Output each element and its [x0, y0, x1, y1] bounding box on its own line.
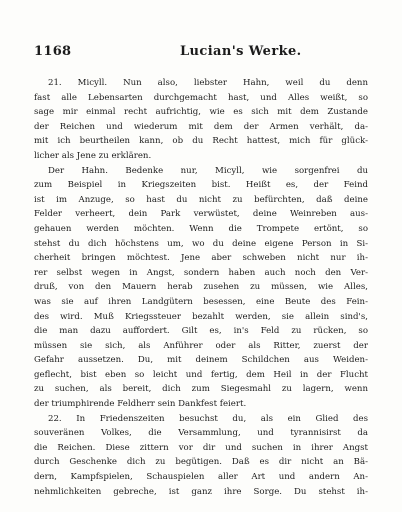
text-line: durch Geschenke dich zu begütigen. Daß es dir nicht an Bä-: [34, 457, 368, 468]
text-line: fast alle Lebensarten durchgemacht hast, und Alles weißt, so: [34, 92, 368, 103]
text-line: die man dazu auffordert. Gilt es, in's Feld zu rücken, so: [34, 326, 368, 337]
text-line: müssen sie sich, als Anführer oder als Ritter, zuerst der: [34, 340, 368, 351]
text-line: cherheit bringen möchtest. Jene aber schweben nicht nur ih-: [34, 253, 368, 264]
text-line: druß, von den Mauern herab zusehen zu müssen, wie Alles,: [34, 282, 368, 293]
running-title: Lucian's Werke.: [180, 44, 302, 59]
page-number: 1168: [34, 44, 72, 59]
text-line: was sie auf ihren Landgütern besessen, eine Beute des Fein-: [34, 296, 368, 307]
text-line: dern, Kampfspielen, Schauspielen aller Art und andern An-: [34, 472, 368, 483]
text-line: der Reichen und wiederum mit dem der Armen verhält, da-: [34, 121, 368, 132]
text-line: souveränen Volkes, die Versammlung, und tyrannisirst da: [34, 428, 368, 439]
text-line: sage mir einmal recht aufrichtig, wie es sich mit dem Zustande: [34, 107, 368, 118]
text-line: stehst du dich höchstens um, wo du deine eigene Person in Si-: [34, 238, 368, 249]
text-line: 22. In Friedenszeiten besuchst du, als ein Glied des: [48, 413, 368, 424]
paragraph: [34, 412, 368, 500]
text-line: 21. Micyll. Nun also, liebster Hahn, weil du denn: [48, 78, 368, 88]
text-line: des wird. Muß Kriegssteuer bezahlt werden, sie allein sind's,: [34, 311, 368, 322]
body-text: [34, 76, 368, 499]
page-header: [34, 44, 368, 62]
text-line: mit ich beurtheilen kann, ob du Recht hattest, mich für glück-: [34, 136, 368, 147]
text-line: gehauen werden möchten. Wenn die Trompete ertönt, so: [34, 223, 368, 234]
text-line: zu suchen, als bereit, dich zum Siegesmahl zu lagern, wenn: [34, 384, 368, 395]
text-line: zum Beispiel in Kriegszeiten bist. Heißt es, der Feind: [34, 180, 368, 191]
text-line: geflecht, bist eben so leicht und fertig, dem Heil in der Flucht: [34, 369, 368, 380]
text-line: der triumphirende Feldherr sein Dankfest feiert.: [34, 399, 247, 410]
text-line: nehmlichkeiten gebreche, ist ganz ihre Sorge. Du stehst ih-: [34, 486, 368, 497]
paragraph: [34, 164, 368, 412]
text-line: Felder verheert, dein Park verwüstet, deine Weinreben aus-: [34, 209, 368, 220]
paragraph: [34, 76, 368, 164]
text-line: Gefahr aussetzen. Du, mit deinem Schildchen aus Weiden-: [34, 355, 368, 366]
text-line: die Reichen. Diese zittern vor dir und suchen in ihrer Angst: [34, 442, 368, 453]
text-line: Der Hahn. Bedenke nur, Micyll, wie sorgenfrei du: [48, 165, 368, 176]
text-line: licher als Jene zu erklären.: [34, 150, 152, 161]
text-line: rer selbst wegen in Angst, sondern haben auch noch den Ver-: [34, 267, 368, 278]
text-line: ist im Anzuge, so hast du nicht zu befürchten, daß deine: [34, 194, 368, 205]
